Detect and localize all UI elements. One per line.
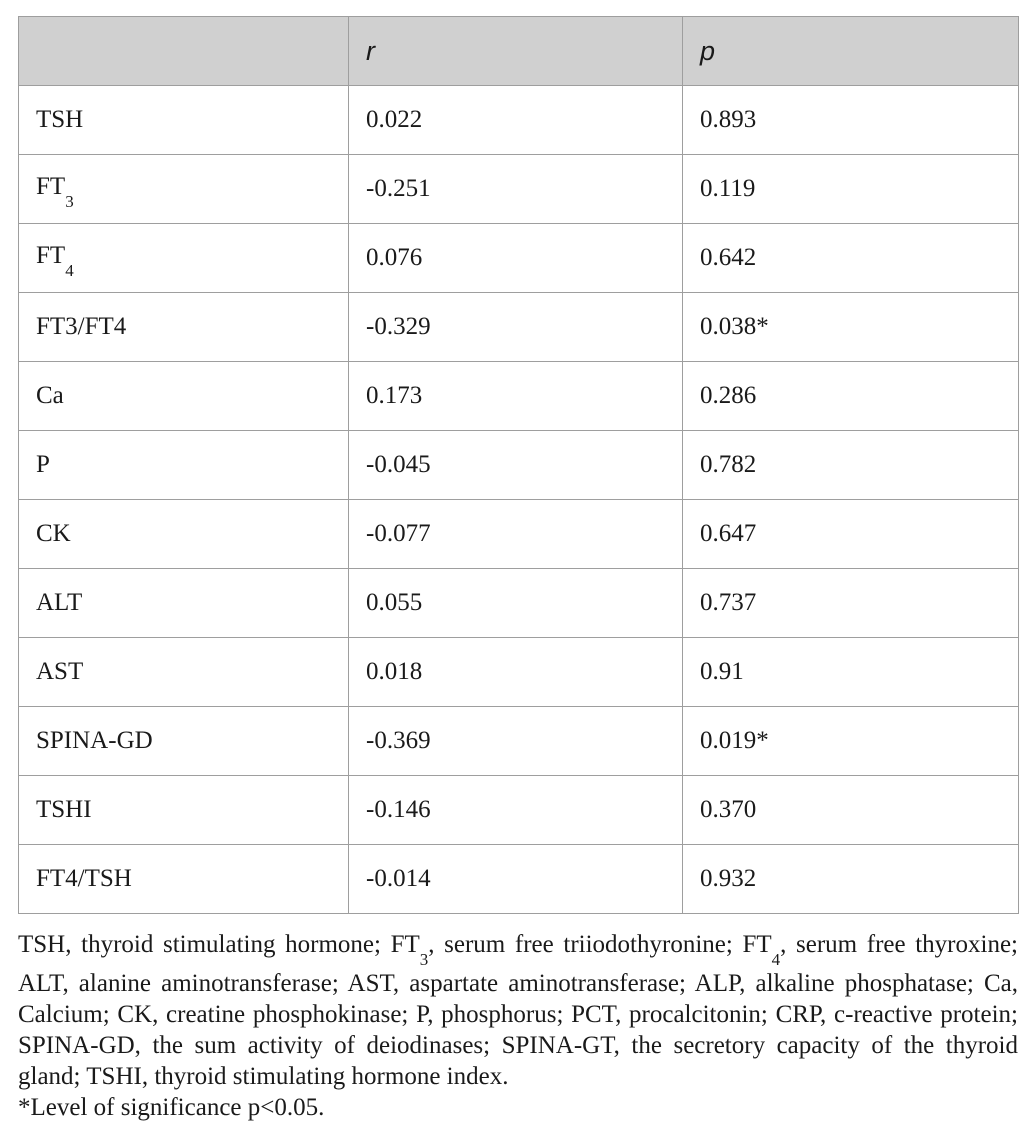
table-row (19, 569, 1019, 638)
variable-cell (19, 638, 349, 707)
correlation-table-container (18, 16, 1018, 914)
variable-label: FT (36, 242, 66, 269)
abbr-sub-1: 3 (419, 950, 429, 969)
p-value-cell: 0.019* (683, 707, 1019, 776)
p-value-cell: 0.642 (683, 224, 1019, 293)
p-value-cell: 0.370 (683, 776, 1019, 845)
p-value-cell: 0.119 (683, 155, 1019, 224)
variable-cell (19, 500, 349, 569)
header-variable (19, 17, 349, 86)
abbr-text-1: TSH, thyroid stimulating hormone; FT (18, 931, 420, 958)
variable-label: P (36, 451, 50, 478)
variable-label: AST (36, 658, 84, 685)
abbreviations-note (18, 929, 1018, 1092)
p-value-cell: 0.91 (683, 638, 1019, 707)
variable-cell (19, 776, 349, 845)
variable-cell (19, 431, 349, 500)
table-row (19, 362, 1019, 431)
r-value-cell: -0.014 (349, 845, 683, 914)
variable-label: FT4/TSH (36, 865, 132, 892)
table-row (19, 293, 1019, 362)
header-p: p (683, 17, 1019, 86)
r-value-cell: -0.146 (349, 776, 683, 845)
variable-label-subscript: 4 (65, 261, 74, 280)
table-body (19, 86, 1019, 914)
variable-cell (19, 362, 349, 431)
variable-label: TSHI (36, 796, 92, 823)
table-row (19, 638, 1019, 707)
abbr-sub-2: 4 (771, 950, 781, 969)
p-value-cell: 0.893 (683, 86, 1019, 155)
significance-note: *Level of significance p<0.05. (18, 1094, 325, 1121)
variable-cell (19, 707, 349, 776)
r-value-cell: -0.251 (349, 155, 683, 224)
variable-cell (19, 569, 349, 638)
table-row (19, 431, 1019, 500)
p-value-cell: 0.737 (683, 569, 1019, 638)
variable-label: ALT (36, 589, 83, 616)
table-row (19, 86, 1019, 155)
abbr-text-2: , serum free triiodothyronine; FT (428, 931, 772, 958)
variable-cell (19, 845, 349, 914)
table-header (19, 17, 1019, 86)
r-value-cell: -0.369 (349, 707, 683, 776)
variable-label: TSH (36, 106, 84, 133)
r-value-cell: 0.173 (349, 362, 683, 431)
r-value-cell: 0.076 (349, 224, 683, 293)
table-row (19, 707, 1019, 776)
variable-cell (19, 293, 349, 362)
r-value-cell: 0.022 (349, 86, 683, 155)
r-value-cell: 0.018 (349, 638, 683, 707)
table-footnotes (18, 929, 1018, 1123)
r-value-cell: -0.329 (349, 293, 683, 362)
r-value-cell: -0.045 (349, 431, 683, 500)
variable-cell (19, 86, 349, 155)
p-value-cell: 0.932 (683, 845, 1019, 914)
table-row (19, 776, 1019, 845)
variable-label: CK (36, 520, 71, 547)
r-value-cell: 0.055 (349, 569, 683, 638)
correlation-table (18, 16, 1019, 914)
variable-cell (19, 224, 349, 293)
table-row (19, 155, 1019, 224)
header-r: r (349, 17, 683, 86)
r-value-cell: -0.077 (349, 500, 683, 569)
p-value-cell: 0.038* (683, 293, 1019, 362)
table-row (19, 500, 1019, 569)
variable-label: SPINA-GD (36, 727, 153, 754)
p-value-cell: 0.782 (683, 431, 1019, 500)
variable-label: FT (36, 173, 66, 200)
table-row (19, 845, 1019, 914)
header-row (19, 17, 1019, 86)
variable-label: Ca (36, 382, 64, 409)
table-row (19, 224, 1019, 293)
abbr-text-3: , serum free thyroxine; ALT, alanine aminotransferase; AST, aspartate aminotransferase; ALP, alkaline phosphatase; Ca, Calcium; CK, creatine phosphokinase; P, phosphorus; PCT, procalcitonin; CRP, c-reactive protein; SPINA-GD, the sum activity of deiodinases; SPINA-GT, the secretory capacity of the thyroid gland; TSHI, thyroid stimulating hormone index. (18, 931, 1018, 1090)
p-value-cell: 0.647 (683, 500, 1019, 569)
p-value-cell: 0.286 (683, 362, 1019, 431)
variable-label: FT3/FT4 (36, 313, 127, 340)
variable-cell (19, 155, 349, 224)
variable-label-subscript: 3 (65, 192, 74, 211)
